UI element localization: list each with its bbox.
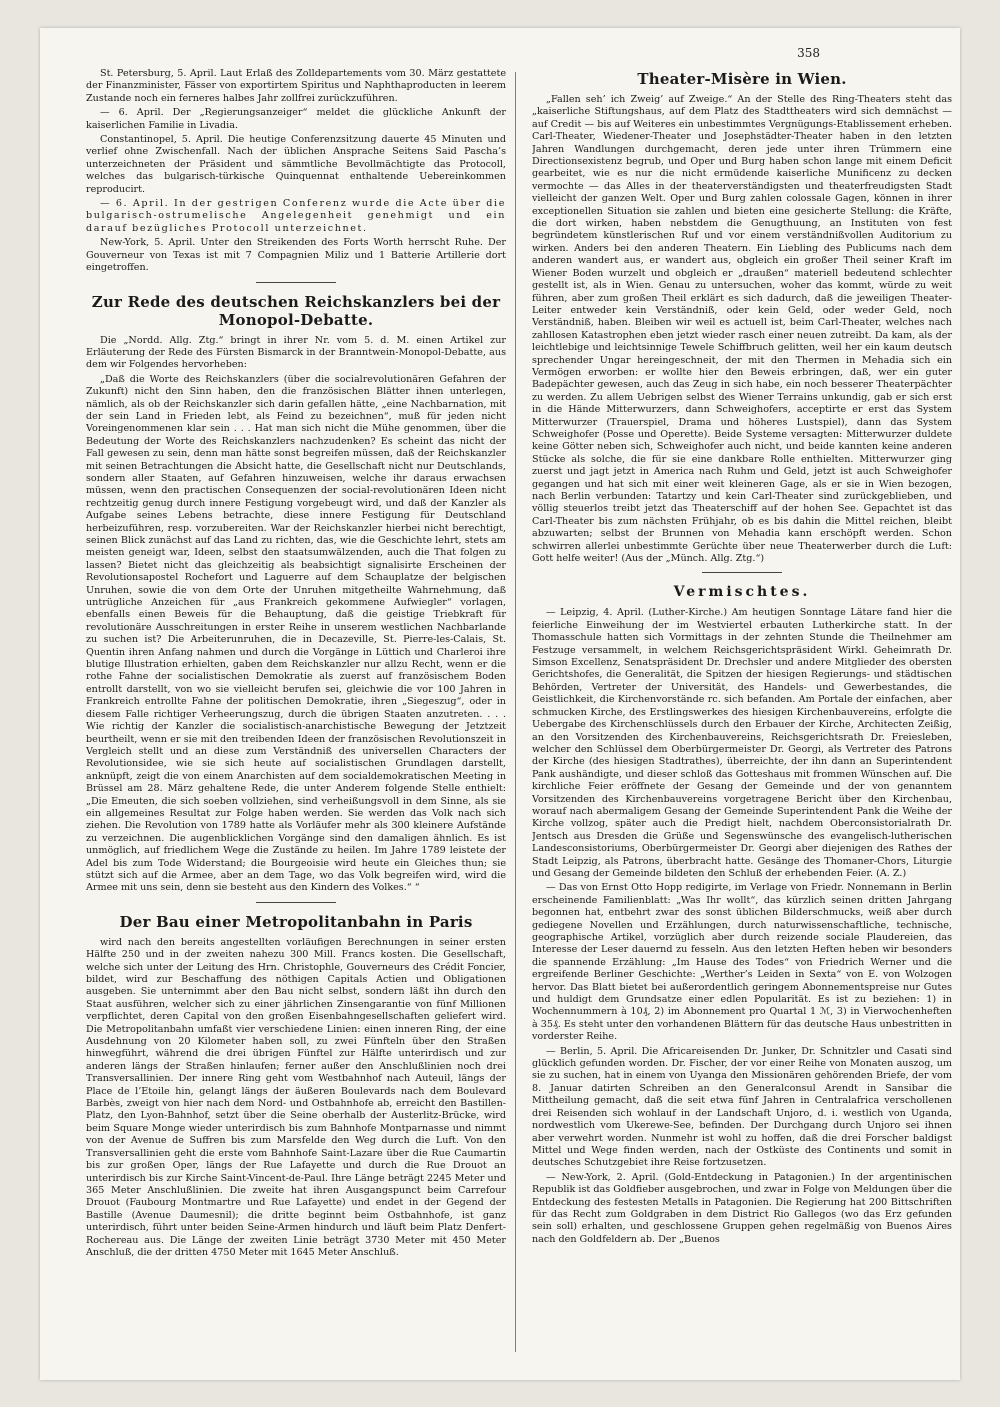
page-number: 358 (797, 46, 820, 60)
article-heading-reichskanzler: Zur Rede des deutschen Reichskanzlers bei der Monopol-Debatte. (91, 292, 501, 329)
news-leipzig: — Leipzig, 4. April. (Luther-Kirche.) Am heutigen Sonntage Lätare fand hier die feierliche Einweihung der im Westviertel erbauten Lutherkirche statt. In der Thomasschule hatten sich Vormittags in der zehnten Stunde die Theilnehmer am Festzuge versammelt, in welchem Reichsgerichtspräsident Wirkl. Geheimrath Dr. Simson Excellenz, Senatspräsident Dr. Drechsler und andere Mitglieder des obersten Gerichtshofes, die Generalität, die Spitzen der hiesigen Regierungs- und städtischen Behörden, Vertreter der Universität, des Handels- und Gewerbestandes, die Geistlichkeit, die Kirchenvorstände rc. sich befanden. Am Portale der einfachen, aber schmucken Kirche, des Erstlingswerkes des hiesigen Kirchenbauvereins, erfolgte die Uebergabe des Kirchenschlüssels durch den Erbauer der Kirche, Architecten Zeißig, an den Vorsitzenden des Kirchenbauvereins, Reichsgerichtsrath Dr. Freiesleben, welcher den Schlüssel dem Oberbürgermeister Dr. Georgi, als Vertreter des Patrons der Kirche (des hiesigen Stadtrathes), überreichte, der ihn dann an Superintendent Pank aushändigte, und dieser schloß das Gotteshaus mit frommen Wünschen auf. Die kirchliche Feier eröffnete der Gesang der Gemeinde und der von genanntem Vorsitzenden des Kirchenbauvereins vorgetragene Bericht über den Kirchenbau, worauf nach abermaligem Gesang der Gemeinde Superintendent Pank die Weihe der Kirche vollzog, später auch die Predigt hielt, nachdem Oberconsistorialrath Dr. Jentsch aus Dresden die Grüße und Segenswünsche des evangelisch-lutherischen Landesconsistoriums, Oberbürgermeister Dr. Georgi aber diejenigen des Rathes der Stadt Leipzig, als Patrons, überbracht hatte. Gesänge des Thomaner-Chors, Liturgie und Gesang der Gemeinde bildeten den Schluß der erhebenden Feier. (A. Z.) (532, 607, 952, 879)
article-heading-metropolitanbahn: Der Bau einer Metropolitanbahn in Paris (119, 912, 473, 931)
section-heading-vermischtes: Vermischtes. (673, 584, 811, 601)
right-column (532, 68, 952, 1363)
news-familienblatt: — Das von Ernst Otto Hopp redigirte, im Verlage von Friedr. Nonnemann in Berlin erscheinende Familienblatt: „Was Ihr wollt“, das kürzlich seinen dritten Jahrgang begonnen hat, entbehrt zwar des sonst üblichen Bilderschmucks, weiß aber durch gediegene Novellen und Erzählungen, durch naturwissenschaftliche, technische, geographische Artikel, vorzüglich aber durch reizende sociale Plaudereien, das Interesse der Leser dauernd zu fesseln. Aus den letzten Heften heben wir besonders die spannende Erzählung: „Im Hause des Todes“ von Friedrich Werner und die ergreifende Berliner Geschichte: „Werther’s Leiden in Sexta“ von E. von Wolzogen hervor. Das Blatt bietet bei außerordentlich geringem Abonnementspreise nur Gutes und huldigt dem Grundsatze einer edlen Popularität. Es ist zu beziehen: 1) in Wochennummern à 10₰, 2) im Abonnement pro Quartal 1 ℳ, 3) in Vierwochenheften à 35₰. Es steht unter den vorhandenen Blättern für das deutsche Haus unbestritten in vorderster Reihe. (532, 882, 952, 1043)
column-rule (515, 72, 516, 1352)
news-new-york: New-York, 5. April. Unter den Streikenden des Forts Worth herrscht Ruhe. Der Gouverneur von Texas ist mit 7 Compagnien Miliz und 1 Batterie Artillerie dort eingetroffen. (86, 237, 506, 274)
section-divider (256, 282, 336, 283)
left-column (86, 68, 506, 1363)
news-new-york-gold: — New-York, 2. April. (Gold-Entdeckung in Patagonien.) In der argentinischen Republik ist das Goldfieber ausgebrochen, und zwar in Folge von Meldungen über die Entdeckung des festesten Metalls in Patagonien. Die Regierung hat 200 Bittschriften für das Recht zum Goldgraben in dem District Rio Gallegos (wo das Erz gefunden sein soll) erhalten, und geschlossene Gruppen gehen regelmäßig von Buenos Aires nach den Goldfeldern ab. Der „Buenos (532, 1171, 952, 1245)
article-theater-body: „Fallen seh’ ich Zweig’ auf Zweige.“ An der Stelle des Ring-Theaters steht das „kaiserliche Stiftungshaus, auf dem Platz des Stadttheaters wird sich demnächst — auf Credit — bis auf Weiteres ein unbestimmtes Vergnügungs-Etablissement erheben. Carl-Theater, Wiedener-Theater und Josephstädter-Theater haben in den letzten Jahren Wandlungen durchgemacht, deren jede unter ihren Trümmern eine Directionsexistenz begrub, und Oper und Burg haben schon lange mit einem Deficit gearbeitet, wie es nur die nicht ermüdende kaiserliche Munificenz zu decken vermochte — das Alles in der theaterverständigsten und theaterfreudigsten Stadt vielleicht der ganzen Welt. Oper und Burg zahlen colossale Gagen, können in ihrer exceptionellen Situation sie zahlen und bieten eine gesicherte Stellung: die Kräfte, die dort wirken, haben nebstdem die Genugthuung, an Instituten von fest begründetem künstlerischen Ruf und vor einem verständnißvollen Auditorium zu wirken. Anders bei den anderen Theatern. Ein Liebling des Publicums nach dem anderen wandert aus, er wandert aus, obgleich ein großer Theil seiner Kraft im Wiener Boden wurzelt und obgleich er „draußen“ materiell bedeutend schlechter gestellt ist, als in Wien. Genau zu untersuchen, woher das kommt, würde zu weit führen, aber zum großen Theil erklärt es sich dadurch, daß die jeweiligen Theater-Leiter entweder kein Verständniß, oder kein Geld, oder weder Geld, noch Verständniß, haben. Bleiben wir weil es actuell ist, beim Carl-Theater, welches nach zahllosen Katastrophen eben jetzt wieder rasch einer neuen zutreibt. Da kam, als der leichtlebige und leichtsinnige Tewele Schiffbruch gelitten, weil her ein kaum deutsch sprechender Ungar hereingeschneit, der mit den Thermen in Mehadia sich ein Vermögen erworben: er wollte hier den Beweis erbringen, daß, wer ein guter Badepächter gewesen, auch das Zeug in sich habe, ein noch besserer Theaterpächter zu werden. Zu allem Uebrigen selbst des Wiener Terrains unkundig, gab er sich erst in die Hände Mitterwurzers, dann Schweighofers, acceptirte er erst das System Mitterwurzer (Trauerspiel, Drama und höheres Lustspiel), dann das System Schweighofer (Posse und Operette). Beide Systeme versagten: Mitterwurzer duldete keine Götter neben sich, Schweighofer auch nicht, und beide kannten keine anderen Stücke als solche, die für sie eine dankbare Rolle enthielten. Mitterwurzer ging zuerst und jagt jetzt in America nach Ruhm und Geld, jetzt ist auch Schweighofer gegangen und hat sich mit einer weit kleineren Gage, als er sie in Wien bezogen, nach Berlin verbunden: Tatartzy und kein Carl-Theater sind zurückgeblieben, und völlig steuerlos treibt jetzt das Theaterschiff auf der hohen See. Gepachtet ist das Carl-Theater bis zum nächsten Frühjahr, ob es bis dahin die Mittel reichen, bleibt abzuwarten; selbst der Brunnen von Mehadia kann erschöpft werden. Schon schwirren allerlei unbestimmte Gerüchte über neue Theaterwerber durch die Luft: Gott helfe weiter! (Aus der „Münch. Allg. Ztg.“) (532, 94, 952, 565)
news-berlin: — Berlin, 5. April. Die Africareisenden Dr. Junker, Dr. Schnitzler und Casati sind glücklich gefunden worden. Dr. Fischer, der vor einer Reihe von Monaten auszog, um sie zu suchen, hat in einem von Uyanga den Missionären gehörenden Briefe, der vom 8. Januar datirten Schreiben an den Generalconsul Arendt in Sansibar die Mittheilung gemacht, daß die seit etwa fünf Jahren in Centralafrica verschollenen drei Reisenden sich wohlauf in der Landschaft Unjoro, d. i. westlich von Uganda, nordwestlich vom Ukerewe-See, befinden. Der Durchgang durch Unjoro sei ihnen aber verwehrt worden. Nunmehr ist wohl zu hoffen, daß die drei Forscher baldigst Mittel und Wege finden werden, nach der Ostküste des Continents und somit in deutsches Schutzgebiet ihre Reise fortzusetzen. (532, 1045, 952, 1169)
article-heading-theater: Theater-Misère in Wien. (637, 70, 847, 88)
news-petersburg: St. Petersburg, 5. April. Laut Erlaß des Zolldepartements vom 30. März gestattete der Finanzminister, Fässer von exportirtem Spiritus und Naphthaproducten in leerem Zustande noch ein ferneres halbes Jahr zollfrei zurückzuführen. (86, 68, 506, 104)
news-petersburg-2: — 6. April. Der „Regierungsanzeiger“ meldet die glückliche Ankunft der kaiserlichen Familie in Livadia. (86, 107, 506, 131)
news-constantinopel: Constantinopel, 5. April. Die heutige Conferenzsitzung dauerte 45 Minuten und verlief ohne Zwischenfall. Nach der üblichen Ansprache Seitens Said Pascha’s unterzeichneten der Präsident und sämmtliche Bevollmächtigte das Protocoll, welches das bulgarisch-türkische Quinquennat enthaltende Uebereinkommen reproducirt. (86, 134, 506, 195)
newspaper-page (40, 28, 960, 1380)
news-constantinopel-2: — 6. April. In der gestrigen Conferenz wurde die Acte über die bulgarisch-ostrumelische Angelegenheit genehmigt und ein darauf bezügliches Protocoll unterzeichnet. (86, 198, 506, 234)
section-divider (702, 572, 782, 573)
article-intro: Die „Nordd. Allg. Ztg.“ bringt in ihrer Nr. vom 5. d. M. einen Artikel zur Erläuterung der Rede des Fürsten Bismarck in der Branntwein-Monopol-Debatte, aus dem wir Folgendes hervorheben: (86, 334, 506, 371)
article-quote: „Daß die Worte des Reichskanzlers (über die socialrevolutionären Gefahren der Zukunft) nicht den Sinn haben, den die französischen Blätter ihnen unterlegen, nämlich, als ob der Reichskanzler sich darin gefallen hätte, „eine Nachbarnation, mit der sein Land in Frieden lebt, als Feind zu bezeichnen“, muß für jeden nicht Voreingenommenen klar sein . . . Hat man sich nicht die Mühe genommen, über die Bedeutung der Worte des Reichskanzlers nachzudenken? Es scheint das nicht der Fall gewesen zu sein, denn man hätte sonst begreifen müssen, daß der Reichskanzler mit seinen Betrachtungen die Absicht hatte, die Gesellschaft nicht nur Deutschlands, sondern aller Staaten, auf Gefahren hinzuweisen, welche ihr daraus erwachsen müssen, wenn den practischen Consequenzen der social-revolutionären Ideen nicht rechtzeitig genug durch innere Festigung vorgebeugt wird, und daß der Kanzler als Aufgabe seines Lebens betrachte, diese innere Festigung für Deutschland herbeizuführen, resp. vorzubereiten. War der Reichskanzler hierbei nicht berechtigt, seinen Blick zunächst auf das Land zu richten, das, wie die Geschichte lehrt, stets am meisten geneigt war, Ideen, selbst den staatsumwälzenden, auch die That folgen zu lassen? Bietet nicht das gleichzeitig als beabsichtigt signalisirte Erscheinen der Revolutionsapostel Rochefort und Laguerre auf dem Schauplatze der belgischen Unruhen, sowie die von dem Orte der Unruhen mitgetheilte Wahrnehmung, daß untrügliche Anzeichen für „aus Frankreich gekommene Aufwiegler“ vorlagen, ebenfalls einen Beweis für die Behauptung, daß die geistige Triebkraft für revolutionäre Ausschreitungen in erster Reihe in unserem westlichen Nachbarlande zu suchen ist? Die Arbeiterunruhen, die in Decazeville, St. Pierre-les-Calais, St. Quentin ihren Anfang nahmen und durch die Vorgänge in Lüttich und Charleroi ihre blutige Illustration erhielten, gaben dem Reichskanzler nur allzu Recht, wenn er die rothe Fahne der socialistischen Demokratie als zuerst auf französischem Boden entrollt darstellt, von wo sie vielleicht berufen sei, gleichwie die vor 100 Jahren in Frankreich entrollte Fahne der politischen Demokratie, ihren „Siegeszug“, oder in diesem Falle richtiger Verheerungszug, durch die übrigen Staaten anzutreten. . . . Wie richtig der Kanzler die socialistisch-anarchistische Bewegung der Jetztzeit beurtheilt, wenn er sie mit den treibenden Ideen der französischen Revolutionszeit in Vergleich stellt und an diese zum Verständniß des universellen Characters der Revolutionsidee, wie sie sich heute auf socialistischen Grundlagen darstellt, anknüpft, zeigt die von einem Anarchisten auf dem socialdemokratischen Meeting in Brüssel am 28. März gehaltene Rede, die unter Anderem folgende Stelle enthielt: „Die Emeuten, die sich soeben vollziehen, sind verheißungsvoll in dem Sinne, als sie ein allgemeines Resultat zur Folge haben werden. Sie werden das Volk nach sich ziehen. Die Revolution von 1789 hatte als Vorläufer mehr als 300 kleinere Aufstände zu verzeichnen. Die augenblicklichen Vorgänge sind den damaligen ähnlich. Es ist unmöglich, auf friedlichem Wege die Zustände zu heilen. Im Jahre 1789 leistete der Adel bis zum Tode Widerstand; die Bourgeoisie wird heute ein Gleiches thun; sie stützt sich auf die Armee, aber an dem Tage, wo das Volk begreifen wird, wird die Armee mit uns sein, denn sie besteht aus den Kindern des Volkes.“ “ (86, 373, 506, 894)
section-divider (256, 902, 336, 903)
article-metropolitanbahn-body: wird nach den bereits angestellten vorläufigen Berechnungen in seiner ersten Hälfte 250 und in der zweiten nahezu 300 Mill. Francs kosten. Die Gesellschaft, welche sich unter der Leitung des Hrn. Christophle, Gouverneurs des Crédit Foncier, bildet, wird zur Beschaffung des nöthigen Capitals Actien und Obligationen ausgeben. Sie unternimmt aber den Bau nicht selbst, sondern läßt ihn durch den Staat ausführen, welcher sich zu einer jährlichen Zinsengarantie von fünf Millionen verpflichtet, deren Capital von den großen Eisenbahngesellschaften geliefert wird. Die Metropolitanbahn umfaßt vier verschiedene Linien: einen inneren Ring, der eine Ausdehnung von 20 Kilometer haben soll, zu zwei Fünfteln über den Straßen hinwegführt, während die drei übrigen Fünftel zur Hälfte unterirdisch und zur anderen längs der Straßen hinlaufen; ferner außer den Anschlußlinien noch drei Transversallinien. Der innere Ring geht vom Westbahnhof nach Auteuil, längs der Place de l’Etoile hin, gelangt längs der äußeren Boulevards nach dem Boulevard Barbès, zweigt von hier nach dem Nord- und Ostbahnhofe ab, erreicht den Bastillen-Platz, den Lyon-Bahnhof, setzt über die Seine oberhalb der Austerlitz-Brücke, wird beim Square Monge wieder unterirdisch bis zum Bahnhofe Montparnasse und nimmt von der Avenue de Suffren bis zum Marsfelde den Weg durch die Luft. Von den Transversallinien geht die erste vom Bahnhofe Saint-Lazare über die Rue Caumartin bis zur großen Oper, längs der Rue Lafayette und durch die Rue Drouot an unterirdisch bis zur Kirche Saint-Vincent-de-Paul. Ihre Länge beträgt 2245 Meter und 365 Meter Anschlußlinien. Die zweite hat ihren Ausgangspunct beim Carrefour Drouot (Faubourg Montmartre und Rue Lafayette) und endet in der Gegend der Bastille (Avenue Daumesnil); die dritte beginnt beim Ostbahnhofe, ist ganz unterirdisch, führt unter beiden Seine-Armen hindurch und läuft beim Platz Denfert-Rochereau aus. Die Länge der zweiten Linie beträgt 3730 Meter mit 450 Meter Anschluß, die der dritten 4750 Meter mit 1645 Meter Anschluß. (86, 936, 506, 1258)
